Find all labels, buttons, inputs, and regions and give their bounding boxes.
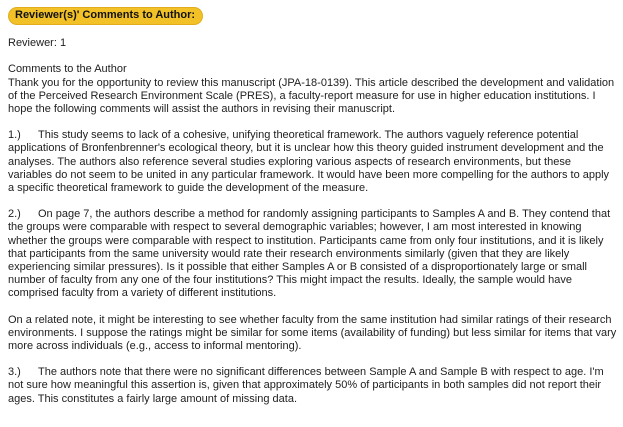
comment-item-2 — [8, 208, 617, 300]
comment-item-1 — [8, 129, 617, 195]
item-2-number: 2.) — [8, 208, 21, 221]
item-2-text: On page 7, the authors describe a method for randomly assigning participants to Samples A and B. They contend that the groups were comparable with respect to several demographic variables; however, I am most interested in knowing whether the groups were comparable with respect to institution. Participants came from only four institutions, and it is likely that participants from the same university would rate their research environments similarly (given that they are likely experiencing similar pressures). Is it possible that either Samples A or B consisted of a disproportionately large or small number of faculty from any one of the four institutions? This might impact the results. Ideally, the sample would have comprised faculty from a variety of different institutions. — [8, 208, 611, 300]
reviewer-number-line: Reviewer: 1 — [8, 37, 67, 50]
item-3-text: The authors note that there were no significant differences between Sample A and Sample B with respect to age. I'm not sure how meaningful this assertion is, given that approximately 50% of participants in both samples did not report their ages. This constitutes a fairly large amount of missing data. — [8, 366, 604, 405]
related-note-paragraph: On a related note, it might be interesting to see whether faculty from the same institution had similar ratings of their research environments. I suppose the ratings might be similar for some items (availability of funding) but less similar for items that vary more across individuals (e.g., access to informal mentoring). — [8, 313, 617, 353]
item-3-number: 3.) — [8, 366, 21, 379]
intro-text: Thank you for the opportunity to review this manuscript (JPA-18-0139). This article described the development and validation of the Perceived Research Environment Scale (PRES), a faculty-report measure for use in higher education institutions. I hope the following comments will assist the authors in revising their manuscript. — [8, 76, 615, 116]
item-1-number: 1.) — [8, 129, 21, 142]
comment-item-3 — [8, 366, 617, 406]
comments-heading: Comments to the Author — [8, 63, 127, 76]
highlighted-title-row — [8, 7, 616, 25]
item-1-text: This study seems to lack of a cohesive, unifying theoretical framework. The authors vaguely reference potential applications of Bronfenbrenner's ecological theory, but it is unclear how this theory guided instrument development and the analyses. The authors also reference several studies exploring various aspects of research environments, but these variables do not seem to be united in any particular framework. It would have been more compelling for the authors to apply a specific theoretical framework to guide the development of the measure. — [8, 129, 610, 195]
highlighted-title: Reviewer(s)' Comments to Author: — [8, 7, 203, 25]
intro-paragraph — [8, 63, 617, 116]
